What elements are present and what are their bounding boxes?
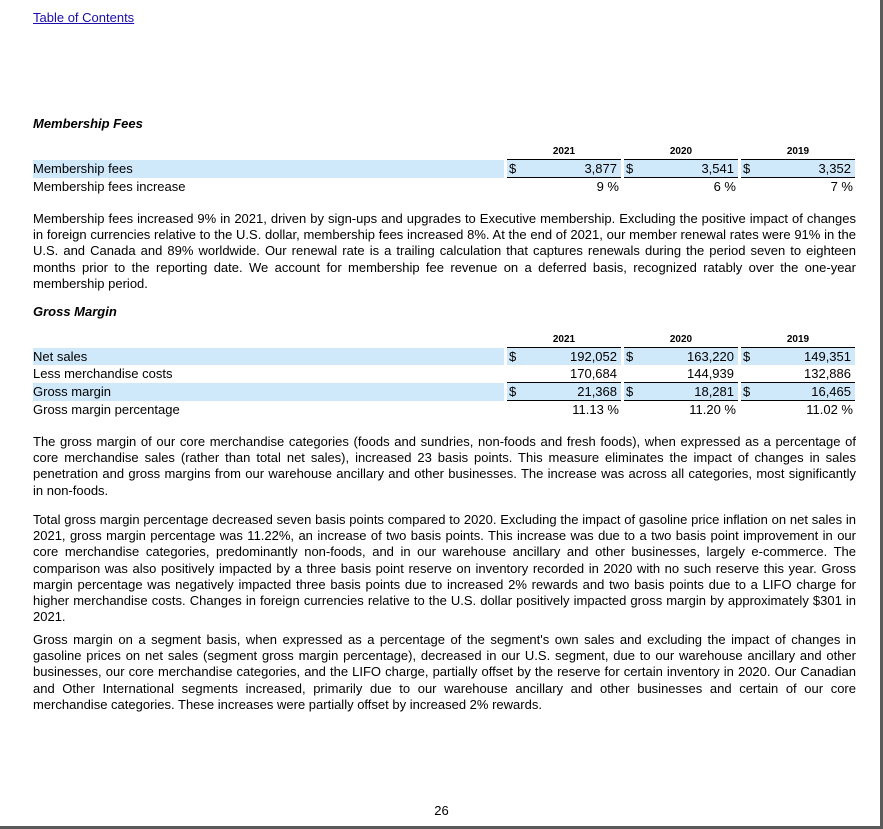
table-row	[33, 160, 855, 178]
year-header: 2020	[624, 145, 738, 160]
currency-symbol: $	[507, 348, 521, 366]
value-cell: 3,877	[521, 160, 621, 178]
table-row	[33, 401, 855, 419]
membership-fees-paragraph: Membership fees increased 9% in 2021, driven by sign-ups and upgrades to Executive membership. Excluding the positive impact of changes in foreign currencies relative to the U.S. dollar, membership fees increased 8%. At the end of 2021, our member renewal rates were 91% in the U.S. and Canada and 89% worldwide. Our renewal rate is a trailing calculation that captures renewals during the period seven to eighteen months prior to the reporting date. We account for membership fee revenue on a deferred basis, recognized ratably over the one-year membership period.	[33, 211, 856, 291]
value-cell: 132,886	[755, 365, 855, 383]
gross-margin-paragraph-1: The gross margin of our core merchandise categories (foods and sundries, non-foods and fresh foods), when expressed as a percentage of core merchandise sales (rather than total net sales), increased 23 basis points. This measure eliminates the impact of changes in sales penetration and gross margins from our warehouse ancillary and other businesses. The increase was across all categories, most significantly in non-foods.	[33, 434, 856, 498]
table-row	[33, 383, 855, 401]
year-header: 2020	[624, 333, 738, 348]
membership-fees-table	[33, 145, 855, 195]
gross-margin-title: Gross Margin	[33, 304, 117, 319]
currency-symbol: $	[507, 160, 521, 178]
table-row	[33, 365, 855, 383]
value-cell: 163,220	[638, 348, 738, 366]
value-cell: 18,281	[638, 383, 738, 401]
row-label: Membership fees increase	[33, 178, 186, 194]
value-cell: 7 %	[830, 179, 853, 194]
currency-symbol: $	[624, 383, 638, 401]
row-label: Membership fees	[33, 160, 504, 178]
currency-symbol: $	[741, 383, 755, 401]
row-label: Gross margin percentage	[33, 401, 180, 417]
currency-symbol: $	[741, 160, 755, 178]
year-header-row	[33, 333, 855, 348]
currency-symbol: $	[741, 348, 755, 366]
table-of-contents-link[interactable]: Table of Contents	[33, 10, 135, 25]
gross-margin-paragraph-2: Total gross margin percentage decreased seven basis points compared to 2020. Excluding the impact of gasoline price inflation on net sales in 2021, gross margin percentage was 11.22%, an increase of two basis points. This increase was due to a two basis point improvement in our core merchandise categories, predominantly non-foods, and in our warehouse ancillary and other businesses, largely e-commerce. The comparison was also positively impacted by a three basis point reserve on inventory recorded in 2020 with no such reserve this year. Gross margin percentage was negatively impacted three basis points due to increased 2% rewards and two basis points due to a LIFO charge for higher merchandise costs. Changes in foreign currencies relative to the U.S. dollar positively impacted gross margin by approximately $301 in 2021.	[33, 512, 856, 625]
currency-symbol: $	[624, 348, 638, 366]
value-cell: 11.20 %	[689, 402, 736, 417]
value-cell: 170,684	[521, 365, 621, 383]
year-header: 2021	[507, 145, 621, 160]
value-cell: 16,465	[755, 383, 855, 401]
gross-margin-table	[33, 333, 855, 418]
currency-symbol: $	[624, 160, 638, 178]
year-header-row	[33, 145, 855, 160]
value-cell: 144,939	[638, 365, 738, 383]
value-cell: 21,368	[521, 383, 621, 401]
membership-fees-title: Membership Fees	[33, 116, 143, 131]
currency-symbol: $	[507, 383, 521, 401]
page-number: 26	[434, 803, 449, 818]
table-row	[33, 348, 855, 366]
table-row	[33, 178, 855, 196]
value-cell: 11.02 %	[806, 402, 853, 417]
year-header: 2021	[507, 333, 621, 348]
value-cell: 192,052	[521, 348, 621, 366]
value-cell: 3,541	[638, 160, 738, 178]
year-header: 2019	[741, 145, 855, 160]
value-cell: 149,351	[755, 348, 855, 366]
row-label: Net sales	[33, 348, 504, 366]
value-cell: 6 %	[713, 179, 736, 194]
row-label: Gross margin	[33, 383, 504, 401]
value-cell: 9 %	[596, 179, 619, 194]
value-cell: 3,352	[755, 160, 855, 178]
value-cell: 11.13 %	[572, 402, 619, 417]
gross-margin-paragraph-3: Gross margin on a segment basis, when expressed as a percentage of the segment's own sales and excluding the impact of changes in gasoline prices on net sales (segment gross margin percentage), decreased in our U.S. segment, due to our warehouse ancillary and other businesses, our core merchandise categories, and the LIFO charge, partially offset by the reserve for certain inventory in 2020. Our Canadian and Other International segments increased, primarily due to our warehouse ancillary and other businesses and certain of our core merchandise categories. These increases were partially offset by increased 2% rewards.	[33, 632, 856, 712]
year-header: 2019	[741, 333, 855, 348]
row-label: Less merchandise costs	[33, 366, 173, 382]
